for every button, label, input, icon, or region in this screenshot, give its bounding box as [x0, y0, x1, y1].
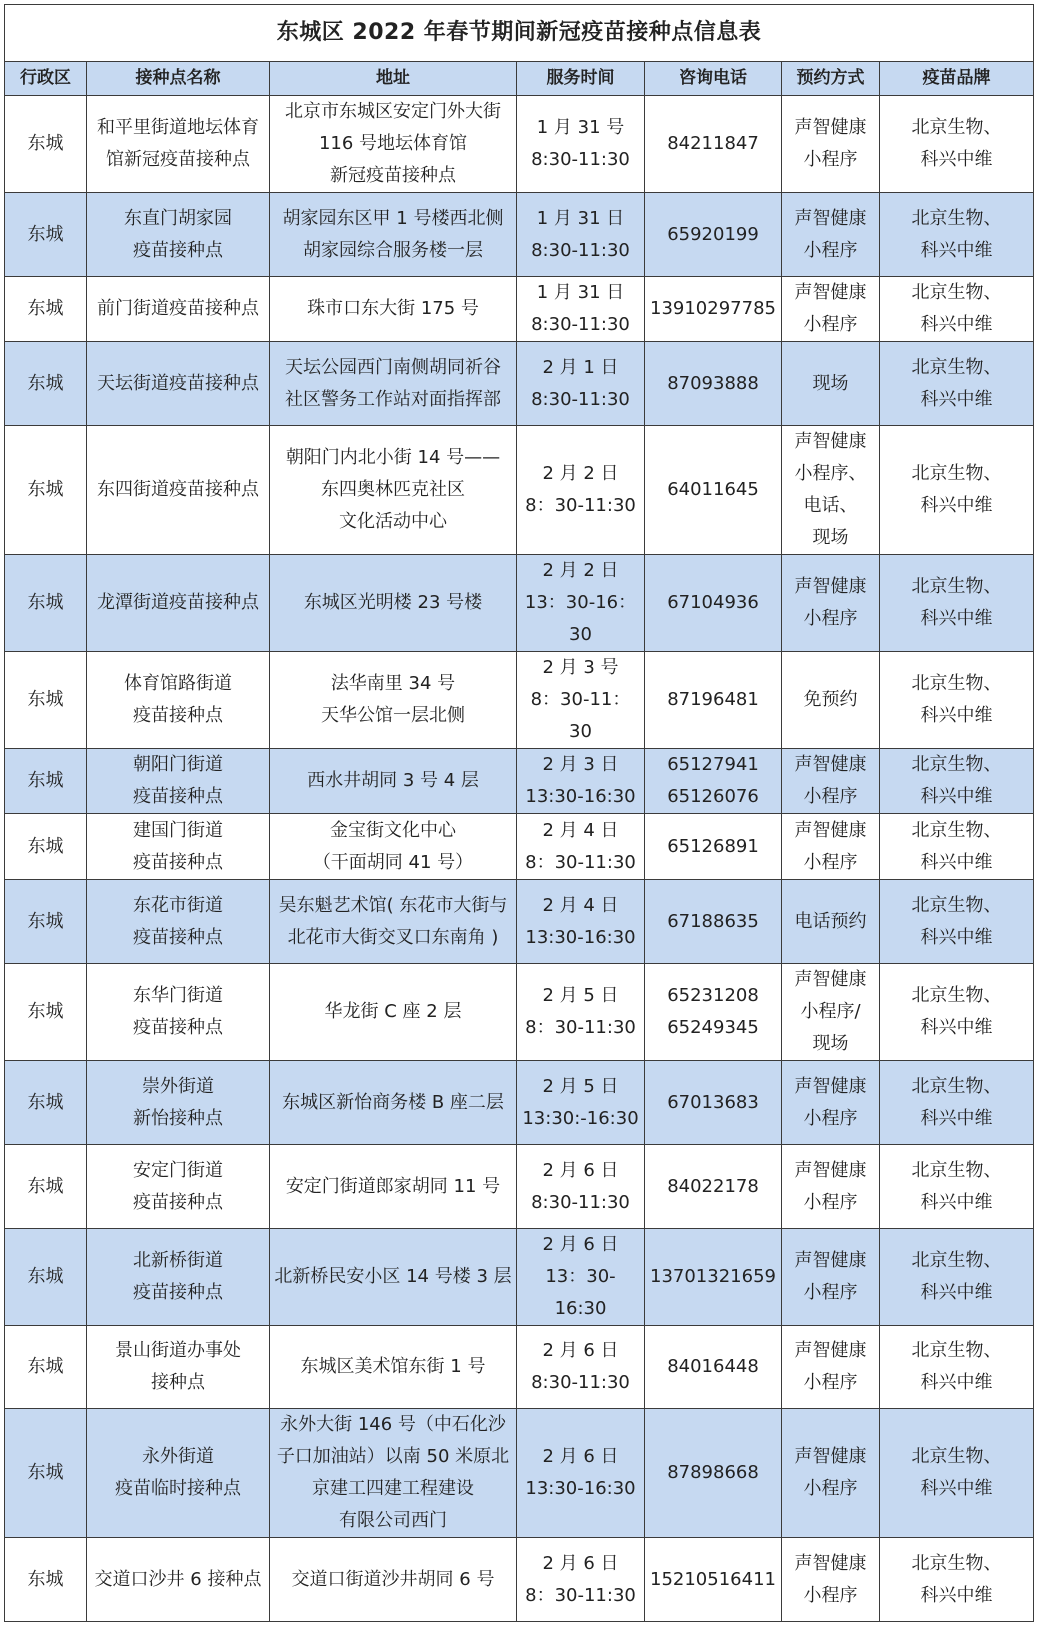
cell-phone: 13701321659 — [645, 1229, 782, 1326]
cell-vaccine-brand: 北京生物、 科兴中维 — [880, 652, 1034, 749]
cell-service-time: 1 月 31 号 8:30-11:30 — [517, 96, 645, 193]
cell-district: 东城 — [5, 555, 87, 652]
cell-site-name: 建国门街道 疫苗接种点 — [87, 814, 270, 880]
cell-booking-method: 声智健康 小程序 — [782, 96, 880, 193]
cell-booking-method: 声智健康 小程序 — [782, 814, 880, 880]
cell-service-time: 2 月 6 日 8:30-11:30 — [517, 1326, 645, 1409]
table-row — [5, 1409, 1034, 1538]
cell-vaccine-brand: 北京生物、 科兴中维 — [880, 1326, 1034, 1409]
header-site-name: 接种点名称 — [87, 62, 270, 96]
cell-site-name: 朝阳门街道 疫苗接种点 — [87, 749, 270, 814]
table-row — [5, 193, 1034, 277]
cell-site-name: 东直门胡家园 疫苗接种点 — [87, 193, 270, 277]
table-row — [5, 555, 1034, 652]
header-row — [5, 62, 1034, 96]
cell-site-name: 东花市街道 疫苗接种点 — [87, 880, 270, 964]
table-title: 东城区 2022 年春节期间新冠疫苗接种点信息表 — [5, 5, 1034, 62]
cell-booking-method: 声智健康 小程序 — [782, 1538, 880, 1622]
cell-booking-method: 声智健康 小程序、 电话、 现场 — [782, 426, 880, 555]
table-row — [5, 342, 1034, 426]
cell-district: 东城 — [5, 342, 87, 426]
cell-district: 东城 — [5, 1409, 87, 1538]
cell-address: 胡家园东区甲 1 号楼西北侧 胡家园综合服务楼一层 — [270, 193, 517, 277]
cell-service-time: 1 月 31 日 8:30-11:30 — [517, 193, 645, 277]
header-address: 地址 — [270, 62, 517, 96]
cell-address: 西水井胡同 3 号 4 层 — [270, 749, 517, 814]
cell-vaccine-brand: 北京生物、 科兴中维 — [880, 555, 1034, 652]
cell-booking-method: 声智健康 小程序/ 现场 — [782, 964, 880, 1061]
cell-service-time: 1 月 31 日 8:30-11:30 — [517, 277, 645, 342]
cell-booking-method: 声智健康 小程序 — [782, 1409, 880, 1538]
cell-site-name: 景山街道办事处 接种点 — [87, 1326, 270, 1409]
cell-vaccine-brand: 北京生物、 科兴中维 — [880, 1538, 1034, 1622]
vaccination-sites-table — [4, 4, 1034, 1622]
cell-vaccine-brand: 北京生物、 科兴中维 — [880, 193, 1034, 277]
cell-address: 华龙街 C 座 2 层 — [270, 964, 517, 1061]
cell-address: 北新桥民安小区 14 号楼 3 层 — [270, 1229, 517, 1326]
table-row — [5, 1229, 1034, 1326]
cell-district: 东城 — [5, 1326, 87, 1409]
cell-site-name: 交道口沙井 6 接种点 — [87, 1538, 270, 1622]
cell-address: 吴东魁艺术馆( 东花市大街与 北花市大街交叉口东南角 ) — [270, 880, 517, 964]
cell-site-name: 和平里街道地坛体育 馆新冠疫苗接种点 — [87, 96, 270, 193]
cell-district: 东城 — [5, 1145, 87, 1229]
table-row — [5, 1326, 1034, 1409]
cell-district: 东城 — [5, 277, 87, 342]
cell-booking-method: 现场 — [782, 342, 880, 426]
cell-site-name: 安定门街道 疫苗接种点 — [87, 1145, 270, 1229]
cell-booking-method: 声智健康 小程序 — [782, 555, 880, 652]
table-body — [5, 96, 1034, 1622]
cell-site-name: 北新桥街道 疫苗接种点 — [87, 1229, 270, 1326]
cell-vaccine-brand: 北京生物、 科兴中维 — [880, 426, 1034, 555]
cell-phone: 84211847 — [645, 96, 782, 193]
cell-vaccine-brand: 北京生物、 科兴中维 — [880, 880, 1034, 964]
cell-address: 珠市口东大街 175 号 — [270, 277, 517, 342]
header-booking-method: 预约方式 — [782, 62, 880, 96]
cell-district: 东城 — [5, 814, 87, 880]
cell-site-name: 东华门街道 疫苗接种点 — [87, 964, 270, 1061]
cell-booking-method: 声智健康 小程序 — [782, 277, 880, 342]
table-row — [5, 1061, 1034, 1145]
cell-service-time: 2 月 3 号 8：30-11：30 — [517, 652, 645, 749]
table-row — [5, 814, 1034, 880]
cell-booking-method: 声智健康 小程序 — [782, 193, 880, 277]
cell-address: 法华南里 34 号 天华公馆一层北侧 — [270, 652, 517, 749]
cell-phone: 65126891 — [645, 814, 782, 880]
cell-site-name: 崇外街道 新怡接种点 — [87, 1061, 270, 1145]
cell-district: 东城 — [5, 426, 87, 555]
cell-site-name: 永外街道 疫苗临时接种点 — [87, 1409, 270, 1538]
cell-vaccine-brand: 北京生物、 科兴中维 — [880, 1409, 1034, 1538]
cell-vaccine-brand: 北京生物、 科兴中维 — [880, 749, 1034, 814]
table-row — [5, 96, 1034, 193]
cell-site-name: 东四街道疫苗接种点 — [87, 426, 270, 555]
cell-service-time: 2 月 6 日 8:30-11:30 — [517, 1145, 645, 1229]
cell-booking-method: 声智健康 小程序 — [782, 1326, 880, 1409]
cell-address: 东城区美术馆东街 1 号 — [270, 1326, 517, 1409]
cell-district: 东城 — [5, 652, 87, 749]
vaccination-table-container — [4, 4, 1033, 1622]
cell-vaccine-brand: 北京生物、 科兴中维 — [880, 1229, 1034, 1326]
cell-address: 天坛公园西门南侧胡同祈谷 社区警务工作站对面指挥部 — [270, 342, 517, 426]
table-row — [5, 749, 1034, 814]
cell-vaccine-brand: 北京生物、 科兴中维 — [880, 964, 1034, 1061]
cell-district: 东城 — [5, 964, 87, 1061]
cell-service-time: 2 月 6 日 13:30-16:30 — [517, 1409, 645, 1538]
cell-vaccine-brand: 北京生物、 科兴中维 — [880, 342, 1034, 426]
cell-phone: 84022178 — [645, 1145, 782, 1229]
cell-phone: 67013683 — [645, 1061, 782, 1145]
cell-address: 东城区光明楼 23 号楼 — [270, 555, 517, 652]
table-row — [5, 880, 1034, 964]
cell-vaccine-brand: 北京生物、 科兴中维 — [880, 1145, 1034, 1229]
cell-address: 永外大街 146 号（中石化沙 子口加油站）以南 50 米原北 京建工四建工程建设 有限公司西门 — [270, 1409, 517, 1538]
table-row — [5, 277, 1034, 342]
cell-phone: 15210516411 — [645, 1538, 782, 1622]
cell-address: 朝阳门内北小街 14 号—— 东四奥林匹克社区 文化活动中心 — [270, 426, 517, 555]
cell-phone: 87093888 — [645, 342, 782, 426]
header-phone: 咨询电话 — [645, 62, 782, 96]
cell-site-name: 龙潭街道疫苗接种点 — [87, 555, 270, 652]
cell-vaccine-brand: 北京生物、 科兴中维 — [880, 814, 1034, 880]
cell-booking-method: 免预约 — [782, 652, 880, 749]
cell-site-name: 体育馆路街道 疫苗接种点 — [87, 652, 270, 749]
cell-service-time: 2 月 5 日 13:30:-16:30 — [517, 1061, 645, 1145]
cell-address: 安定门街道郎家胡同 11 号 — [270, 1145, 517, 1229]
cell-address: 北京市东城区安定门外大街 116 号地坛体育馆 新冠疫苗接种点 — [270, 96, 517, 193]
cell-service-time: 2 月 3 日 13:30-16:30 — [517, 749, 645, 814]
header-service-time: 服务时间 — [517, 62, 645, 96]
cell-district: 东城 — [5, 749, 87, 814]
cell-address: 金宝街文化中心 （干面胡同 41 号） — [270, 814, 517, 880]
cell-district: 东城 — [5, 96, 87, 193]
cell-phone: 13910297785 — [645, 277, 782, 342]
title-row — [5, 5, 1034, 62]
cell-vaccine-brand: 北京生物、 科兴中维 — [880, 277, 1034, 342]
cell-district: 东城 — [5, 193, 87, 277]
cell-phone: 65231208 65249345 — [645, 964, 782, 1061]
cell-phone: 67104936 — [645, 555, 782, 652]
cell-service-time: 2 月 4 日 8：30-11:30 — [517, 814, 645, 880]
cell-site-name: 天坛街道疫苗接种点 — [87, 342, 270, 426]
cell-service-time: 2 月 5 日 8：30-11:30 — [517, 964, 645, 1061]
cell-service-time: 2 月 2 日 8：30-11:30 — [517, 426, 645, 555]
cell-service-time: 2 月 2 日 13：30-16： 30 — [517, 555, 645, 652]
header-vaccine-brand: 疫苗品牌 — [880, 62, 1034, 96]
table-row — [5, 964, 1034, 1061]
cell-phone: 65920199 — [645, 193, 782, 277]
cell-booking-method: 声智健康 小程序 — [782, 1145, 880, 1229]
cell-phone: 65127941 65126076 — [645, 749, 782, 814]
cell-service-time: 2 月 4 日 13:30-16:30 — [517, 880, 645, 964]
cell-phone: 67188635 — [645, 880, 782, 964]
cell-phone: 64011645 — [645, 426, 782, 555]
cell-district: 东城 — [5, 1229, 87, 1326]
cell-booking-method: 声智健康 小程序 — [782, 1229, 880, 1326]
cell-vaccine-brand: 北京生物、 科兴中维 — [880, 1061, 1034, 1145]
cell-district: 东城 — [5, 1538, 87, 1622]
cell-booking-method: 声智健康 小程序 — [782, 1061, 880, 1145]
cell-booking-method: 声智健康 小程序 — [782, 749, 880, 814]
table-row — [5, 1538, 1034, 1622]
cell-district: 东城 — [5, 1061, 87, 1145]
cell-phone: 87196481 — [645, 652, 782, 749]
cell-phone: 87898668 — [645, 1409, 782, 1538]
table-row — [5, 1145, 1034, 1229]
cell-site-name: 前门街道疫苗接种点 — [87, 277, 270, 342]
cell-phone: 84016448 — [645, 1326, 782, 1409]
cell-address: 东城区新怡商务楼 B 座二层 — [270, 1061, 517, 1145]
cell-vaccine-brand: 北京生物、 科兴中维 — [880, 96, 1034, 193]
cell-service-time: 2 月 6 日 13：30-16:30 — [517, 1229, 645, 1326]
cell-district: 东城 — [5, 880, 87, 964]
table-row — [5, 652, 1034, 749]
cell-service-time: 2 月 6 日 8：30-11:30 — [517, 1538, 645, 1622]
header-district: 行政区 — [5, 62, 87, 96]
cell-booking-method: 电话预约 — [782, 880, 880, 964]
cell-address: 交道口街道沙井胡同 6 号 — [270, 1538, 517, 1622]
cell-service-time: 2 月 1 日 8:30-11:30 — [517, 342, 645, 426]
table-row — [5, 426, 1034, 555]
